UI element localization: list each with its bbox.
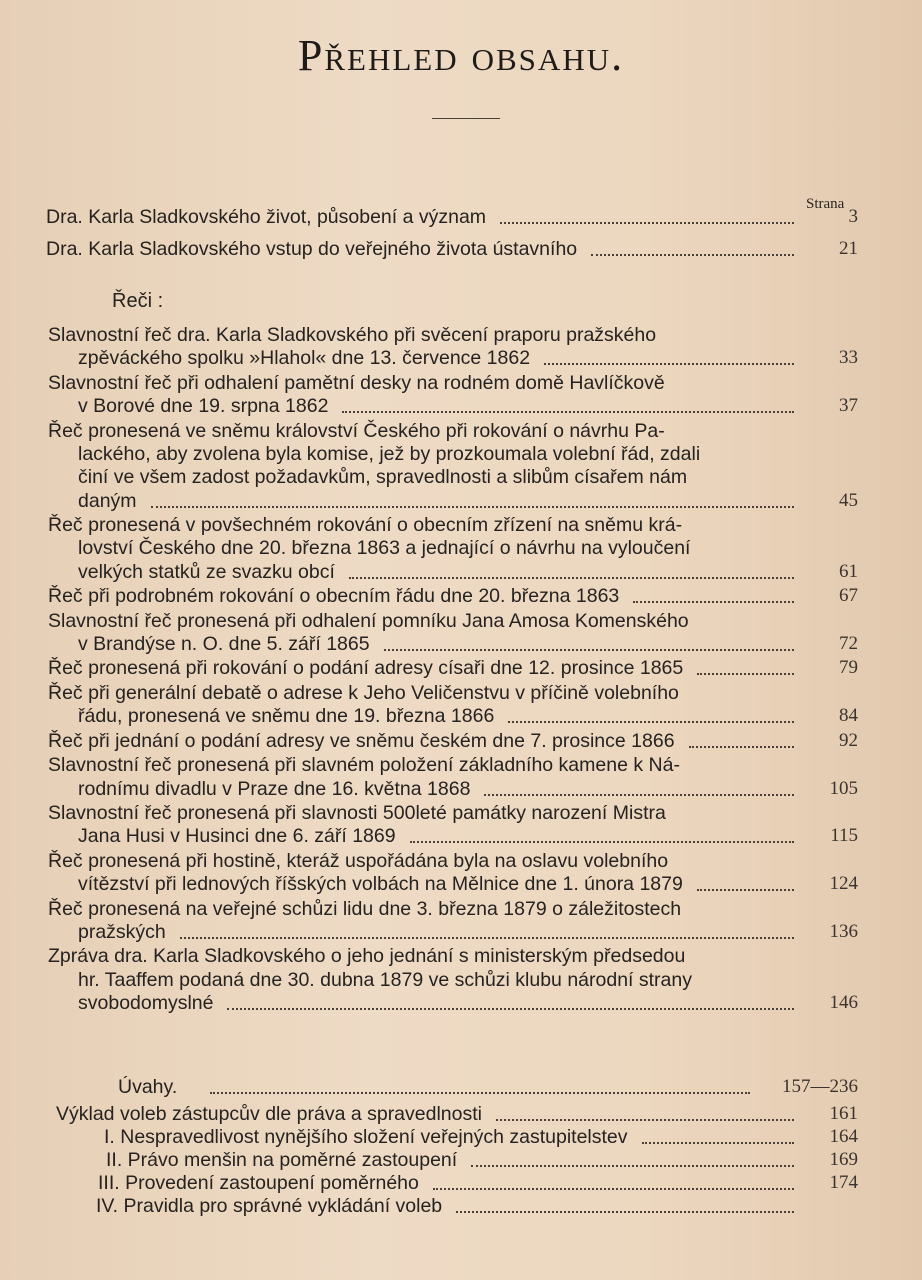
speech-entry-line bbox=[0, 655, 922, 681]
intro-entry bbox=[0, 236, 922, 262]
toc-line-text: Dra. Karla Sladkovského život, působení a význam bbox=[46, 206, 487, 228]
speech-entry-line bbox=[0, 393, 922, 419]
toc-line-text: Řeč pronesená při hostině, kteráž uspořádána byla na oslavu volebního bbox=[48, 849, 669, 872]
toc-line-text: svobodomyslné bbox=[78, 992, 214, 1014]
leader-dots bbox=[544, 337, 794, 365]
leader-dots bbox=[210, 1066, 750, 1094]
speech-entry-line bbox=[0, 345, 922, 371]
leader-dots bbox=[697, 647, 794, 675]
essay-entry bbox=[0, 1193, 922, 1219]
leader-dots bbox=[591, 228, 794, 256]
page-range: 157—236 bbox=[782, 1076, 858, 1097]
toc-line-text: Řeč při generální debatě o adrese k Jeho Veličenstvu v příčině volebního bbox=[48, 681, 679, 704]
page-number: 115 bbox=[830, 825, 858, 847]
speech-entry-line bbox=[0, 919, 922, 945]
page-number: 92 bbox=[839, 729, 858, 751]
toc-line-text: vítězství při lednových říšských volbách na Mělnice dne 1. února 1879 bbox=[78, 873, 683, 896]
toc-line-text: lovství Českého dne 20. března 1863 a jednající o návrhu na vyloučení bbox=[78, 537, 691, 560]
section-heading-reci: Řeči : bbox=[112, 290, 164, 312]
speech-entry-line bbox=[0, 728, 922, 754]
title-divider bbox=[432, 118, 500, 119]
toc-line-text: Slavnostní řeč pronesená při slavnosti 500leté památky narození Mistra bbox=[48, 802, 666, 824]
page-number: 79 bbox=[839, 657, 858, 679]
page-number: 3 bbox=[848, 206, 858, 227]
leader-dots bbox=[500, 196, 794, 224]
page-number: 174 bbox=[829, 1172, 858, 1193]
toc-line-text: Dra. Karla Sladkovského vstup do veřejného života ústavního bbox=[46, 238, 578, 260]
leader-dots bbox=[456, 1185, 794, 1213]
leader-dots bbox=[689, 720, 794, 748]
toc-line-text: Řeč pronesená v povšechném rokování o obecním zřízení na sněmu krá- bbox=[48, 514, 683, 536]
speech-entry-line bbox=[0, 488, 922, 514]
toc-line-text: IV. Pravidla pro správné vykládání voleb bbox=[96, 1195, 443, 1217]
page-number: 21 bbox=[839, 238, 858, 259]
speech-entry-line bbox=[0, 583, 922, 609]
toc-line-text: Řeč při podrobném rokování o obecním řádu dne 20. března 1863 bbox=[48, 585, 620, 608]
toc-line-text: Řeč pronesená ve sněmu království Českého při rokování o návrhu Pa- bbox=[48, 419, 665, 442]
page-number: 84 bbox=[839, 705, 858, 727]
leader-dots bbox=[484, 768, 794, 796]
toc-line-text: činí ve všem zadost požadavkům, spravedlnosti a slibům císařem nám bbox=[78, 466, 688, 489]
page-number: 67 bbox=[839, 585, 858, 607]
page-number: 136 bbox=[829, 920, 858, 942]
toc-line-text: hr. Taaffem podaná dne 30. dubna 1879 ve schůzi klubu národní strany bbox=[78, 968, 692, 991]
page-number: 37 bbox=[839, 395, 858, 417]
toc-line-text: lackého, aby zvolena byla komise, jež by prozkoumala volební řád, zdali bbox=[78, 442, 701, 465]
page-column-label: Strana bbox=[806, 196, 845, 212]
toc-line-text: pražských bbox=[78, 920, 166, 943]
toc-line-text: Slavnostní řeč pronesená při odhalení pomníku Jana Amosa Komenského bbox=[48, 609, 689, 632]
page-number: 45 bbox=[839, 489, 858, 511]
speech-entry-line bbox=[0, 776, 922, 802]
toc-line-text: Slavnostní řeč při odhalení pamětní desky na rodném domě Havlíčkově bbox=[48, 371, 665, 394]
leader-dots bbox=[180, 911, 794, 939]
page-number: 105 bbox=[829, 777, 858, 799]
speech-entry-line bbox=[0, 441, 922, 467]
leader-dots bbox=[697, 863, 794, 891]
page-number: 161 bbox=[829, 1103, 858, 1124]
toc-line-text: Řeč při jednání o podání adresy ve sněmu českém dne 7. prosince 1866 bbox=[48, 729, 675, 752]
page-title: Přehled obsahu. bbox=[297, 31, 625, 80]
page-number: 33 bbox=[839, 347, 858, 369]
toc-line-text: zpěváckého spolku »Hlahol« dne 13. července 1862 bbox=[78, 347, 531, 370]
toc-line-text: II. Právo menšin na poměrné zastoupení bbox=[106, 1149, 458, 1171]
toc-line-text: Řeč pronesená při rokování o podání adresy císaři dne 12. prosince 1865 bbox=[48, 657, 684, 680]
toc-line-text: Výklad voleb zástupcův dle práva a spravedlnosti bbox=[56, 1103, 482, 1125]
toc-line-text: rodnímu divadlu v Praze dne 16. května 1868 bbox=[78, 777, 471, 800]
leader-dots bbox=[227, 982, 794, 1010]
toc-line-text: I. Nespravedlivost nynějšího složení veřejných zastupitelstev bbox=[104, 1126, 628, 1148]
speech-entry-line bbox=[0, 418, 922, 444]
toc-line-text: řádu, pronesená ve sněmu dne 19. března 1866 bbox=[78, 705, 495, 728]
toc-line-text: daným bbox=[78, 489, 137, 512]
speech-entry-line bbox=[0, 512, 922, 538]
page-number: 124 bbox=[829, 873, 858, 895]
toc-line-text: v Brandýse n. O. dne 5. září 1865 bbox=[78, 632, 370, 655]
page-number: 164 bbox=[829, 1126, 858, 1147]
speech-entry-line bbox=[0, 871, 922, 897]
section-heading-text: Úvahy. bbox=[118, 1076, 178, 1098]
speech-entry-line bbox=[0, 943, 922, 969]
page-number: 169 bbox=[829, 1149, 858, 1170]
page-number: 146 bbox=[829, 992, 858, 1013]
toc-line-text: Slavnostní řeč dra. Karla Sladkovského při svěcení praporu pražského bbox=[48, 324, 657, 346]
toc-line-text: Zpráva dra. Karla Sladkovského o jeho jednání s ministerským předsedou bbox=[48, 945, 686, 968]
toc-line-text: Slavnostní řeč pronesená při slavném položení základního kamene k Ná- bbox=[48, 754, 680, 777]
page-number: 61 bbox=[839, 560, 858, 582]
speech-entry-line bbox=[0, 823, 922, 849]
toc-line-text: Jana Husi v Husinci dne 6. září 1869 bbox=[78, 825, 396, 848]
leader-dots bbox=[342, 385, 794, 413]
speech-entry-line bbox=[0, 990, 922, 1016]
leader-dots bbox=[410, 815, 794, 843]
page-number: 72 bbox=[839, 632, 858, 654]
leader-dots bbox=[633, 575, 794, 603]
toc-line-text: velkých statků ze svazku obcí bbox=[78, 560, 335, 583]
toc-line-text: Řeč pronesená na veřejné schůzi lidu dne 3. března 1879 o záležitostech bbox=[48, 897, 682, 920]
leader-dots bbox=[151, 480, 794, 508]
toc-line-text: III. Provedení zastoupení poměrného bbox=[98, 1172, 419, 1194]
intro-entry bbox=[0, 204, 922, 230]
toc-line-text: v Borové dne 19. srpna 1862 bbox=[78, 395, 329, 418]
